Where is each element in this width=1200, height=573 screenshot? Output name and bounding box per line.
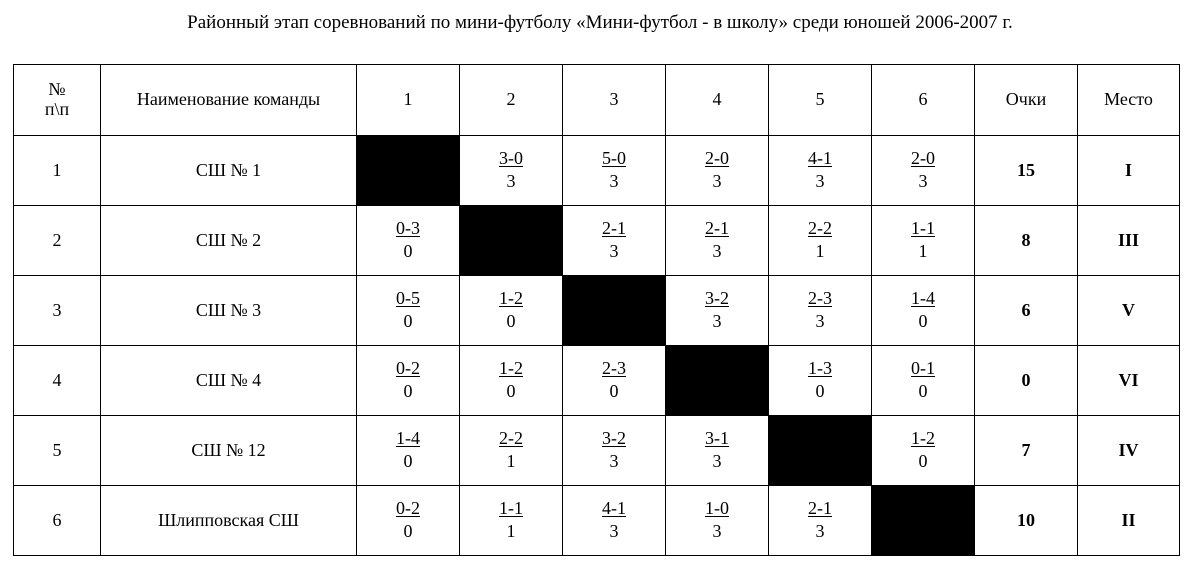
table-row (14, 416, 1180, 486)
match-points: 0 (403, 521, 413, 541)
match-points: 3 (712, 311, 722, 331)
match-result-cell (563, 206, 666, 276)
match-score: 3-2 (705, 288, 729, 309)
match-score: 2-0 (911, 148, 935, 169)
header-no-line1: № (48, 79, 66, 100)
match-points: 0 (403, 311, 413, 331)
match-result-cell (666, 276, 769, 346)
match-result-cell (460, 346, 563, 416)
match-result-cell (872, 136, 975, 206)
match-result-cell (769, 486, 872, 556)
header-points: Очки (975, 65, 1078, 136)
header-team: Наименование команды (101, 65, 357, 136)
match-score: 2-3 (808, 288, 832, 309)
match-result-cell (563, 416, 666, 486)
match-result-cell (769, 206, 872, 276)
match-score: 3-0 (499, 148, 523, 169)
match-score: 1-0 (705, 498, 729, 519)
match-score: 2-2 (808, 218, 832, 239)
match-points: 0 (403, 381, 413, 401)
match-result-cell (460, 136, 563, 206)
team-points: 0 (975, 346, 1078, 416)
match-score: 4-1 (602, 498, 626, 519)
team-place: III (1078, 206, 1180, 276)
match-points: 3 (609, 451, 619, 471)
match-result-cell (357, 486, 460, 556)
match-result-cell (666, 486, 769, 556)
match-points: 3 (506, 171, 516, 191)
match-result-cell (357, 416, 460, 486)
row-number: 6 (14, 486, 101, 556)
match-score: 1-4 (911, 288, 935, 309)
team-points: 10 (975, 486, 1078, 556)
team-place: II (1078, 486, 1180, 556)
match-points: 3 (609, 171, 619, 191)
header-col-4: 4 (666, 65, 769, 136)
match-result-cell (460, 276, 563, 346)
header-place: Место (1078, 65, 1180, 136)
match-result-cell (563, 136, 666, 206)
diagonal-black-cell (357, 136, 460, 206)
team-place: IV (1078, 416, 1180, 486)
match-points: 3 (918, 171, 928, 191)
table-row (14, 346, 1180, 416)
match-points: 0 (918, 381, 928, 401)
match-score: 1-4 (396, 428, 420, 449)
team-points: 7 (975, 416, 1078, 486)
diagonal-black-cell (563, 276, 666, 346)
match-points: 3 (815, 521, 825, 541)
header-col-5: 5 (769, 65, 872, 136)
match-points: 0 (609, 381, 619, 401)
match-result-cell (357, 346, 460, 416)
match-points: 3 (609, 241, 619, 261)
match-points: 3 (815, 171, 825, 191)
header-col-3: 3 (563, 65, 666, 136)
team-name: СШ № 1 (101, 136, 357, 206)
match-points: 0 (918, 311, 928, 331)
match-score: 2-1 (602, 218, 626, 239)
header-row (14, 65, 1180, 136)
match-points: 0 (403, 451, 413, 471)
match-result-cell (460, 486, 563, 556)
match-result-cell (769, 276, 872, 346)
match-points: 3 (712, 241, 722, 261)
match-points: 0 (506, 381, 516, 401)
match-result-cell (872, 416, 975, 486)
match-score: 1-3 (808, 358, 832, 379)
match-score: 0-3 (396, 218, 420, 239)
match-score: 2-2 (499, 428, 523, 449)
match-result-cell (460, 416, 563, 486)
team-place: V (1078, 276, 1180, 346)
page-title: Районный этап соревнований по мини-футболу «Мини-футбол - в школу» среди юношей 2006-2007 г. (187, 12, 1013, 33)
header-no-line2: п\п (44, 99, 70, 119)
match-result-cell (357, 206, 460, 276)
match-points: 3 (712, 521, 722, 541)
match-result-cell (666, 416, 769, 486)
team-name: СШ № 3 (101, 276, 357, 346)
row-number: 3 (14, 276, 101, 346)
match-result-cell (872, 206, 975, 276)
match-score: 2-1 (705, 218, 729, 239)
header-col-1: 1 (357, 65, 460, 136)
match-points: 0 (506, 311, 516, 331)
match-result-cell (563, 346, 666, 416)
header-col-2: 2 (460, 65, 563, 136)
team-name: СШ № 12 (101, 416, 357, 486)
match-points: 1 (918, 241, 928, 261)
team-place: VI (1078, 346, 1180, 416)
team-name: СШ № 2 (101, 206, 357, 276)
diagonal-black-cell (872, 486, 975, 556)
match-points: 3 (712, 171, 722, 191)
row-number: 2 (14, 206, 101, 276)
match-score: 0-1 (911, 358, 935, 379)
table-row (14, 486, 1180, 556)
match-score: 3-2 (602, 428, 626, 449)
team-name: СШ № 4 (101, 346, 357, 416)
match-result-cell (666, 206, 769, 276)
header-col-6: 6 (872, 65, 975, 136)
match-points: 3 (712, 451, 722, 471)
match-result-cell (357, 276, 460, 346)
match-score: 1-2 (499, 358, 523, 379)
match-points: 1 (506, 521, 516, 541)
match-score: 2-3 (602, 358, 626, 379)
row-number: 1 (14, 136, 101, 206)
match-points: 0 (815, 381, 825, 401)
match-score: 1-1 (911, 218, 935, 239)
match-score: 4-1 (808, 148, 832, 169)
match-score: 1-2 (499, 288, 523, 309)
match-score: 5-0 (602, 148, 626, 169)
diagonal-black-cell (460, 206, 563, 276)
match-result-cell (666, 136, 769, 206)
match-result-cell (872, 346, 975, 416)
match-score: 3-1 (705, 428, 729, 449)
match-result-cell (563, 486, 666, 556)
team-points: 6 (975, 276, 1078, 346)
match-points: 0 (918, 451, 928, 471)
match-points: 3 (609, 521, 619, 541)
match-score: 2-1 (808, 498, 832, 519)
row-number: 5 (14, 416, 101, 486)
standings-table (13, 64, 1180, 556)
header-no (14, 65, 101, 136)
diagonal-black-cell (666, 346, 769, 416)
match-score: 1-2 (911, 428, 935, 449)
team-points: 8 (975, 206, 1078, 276)
match-score: 1-1 (499, 498, 523, 519)
match-score: 0-2 (396, 358, 420, 379)
diagonal-black-cell (769, 416, 872, 486)
table-row (14, 136, 1180, 206)
match-points: 1 (506, 451, 516, 471)
match-points: 3 (815, 311, 825, 331)
match-score: 0-5 (396, 288, 420, 309)
match-score: 2-0 (705, 148, 729, 169)
match-points: 1 (815, 241, 825, 261)
team-points: 15 (975, 136, 1078, 206)
team-place: I (1078, 136, 1180, 206)
team-name: Шлипповская СШ (101, 486, 357, 556)
match-result-cell (769, 346, 872, 416)
match-result-cell (769, 136, 872, 206)
match-score: 0-2 (396, 498, 420, 519)
match-result-cell (872, 276, 975, 346)
match-points: 0 (403, 241, 413, 261)
row-number: 4 (14, 346, 101, 416)
table-row (14, 206, 1180, 276)
table-row (14, 276, 1180, 346)
